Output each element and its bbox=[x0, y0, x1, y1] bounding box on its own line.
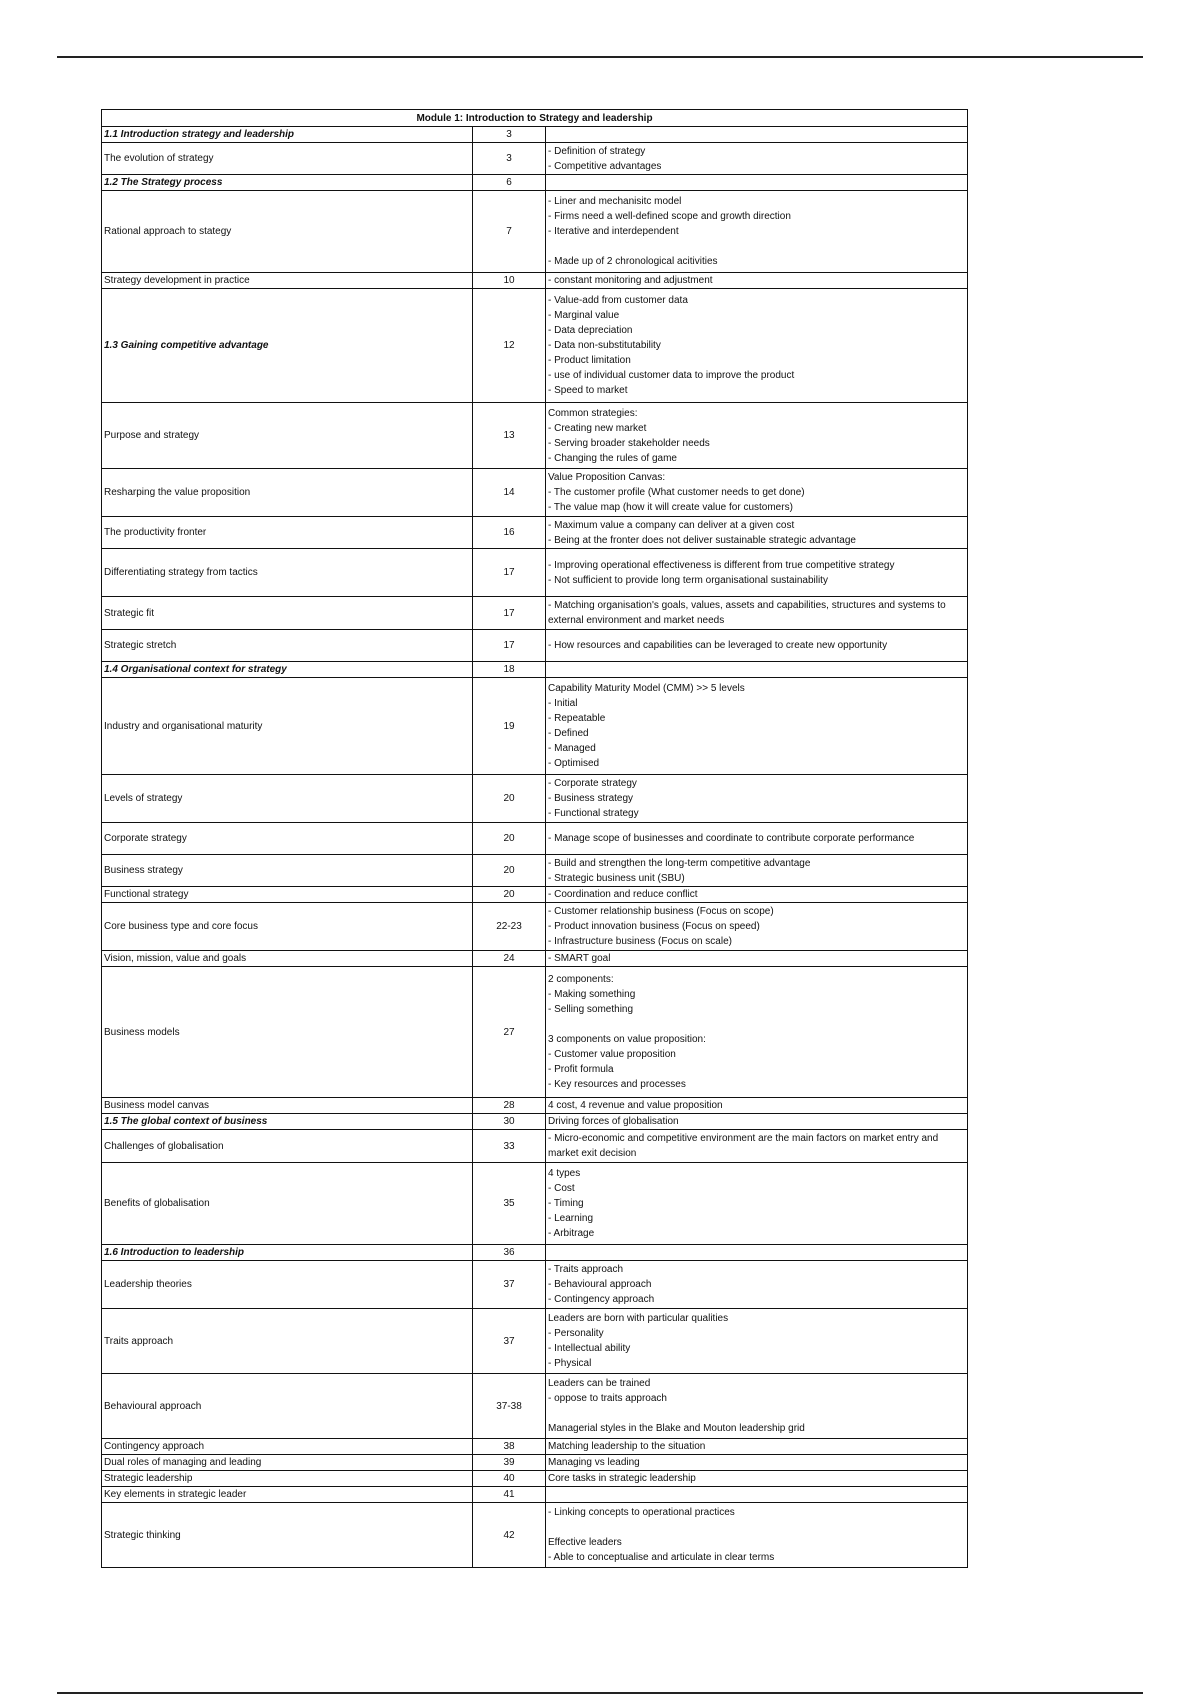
table-body bbox=[102, 127, 968, 1568]
page-number-cell: 27 bbox=[473, 967, 546, 1098]
topic-cell: 1.1 Introduction strategy and leadership bbox=[102, 127, 473, 143]
page-number-cell: 17 bbox=[473, 630, 546, 662]
page-number-cell: 33 bbox=[473, 1130, 546, 1163]
page-number-cell: 37 bbox=[473, 1309, 546, 1374]
topic-cell: The productivity fronter bbox=[102, 517, 473, 549]
page-number-cell: 20 bbox=[473, 887, 546, 903]
table-row bbox=[102, 403, 968, 469]
notes-cell: - Improving operational effectiveness is different from true competitive strategy - Not sufficient to provide long term organisational sustainability bbox=[546, 549, 968, 597]
notes-cell: 4 cost, 4 revenue and value proposition bbox=[546, 1098, 968, 1114]
notes-cell: - How resources and capabilities can be leveraged to create new opportunity bbox=[546, 630, 968, 662]
table-row bbox=[102, 517, 968, 549]
notes-cell: - constant monitoring and adjustment bbox=[546, 273, 968, 289]
notes-cell: - Corporate strategy - Business strategy - Functional strategy bbox=[546, 775, 968, 823]
notes-cell: - Coordination and reduce conflict bbox=[546, 887, 968, 903]
topic-cell: Purpose and strategy bbox=[102, 403, 473, 469]
topic-cell: Leadership theories bbox=[102, 1261, 473, 1309]
page-number-cell: 41 bbox=[473, 1487, 546, 1503]
page-number-cell: 13 bbox=[473, 403, 546, 469]
module-title: Module 1: Introduction to Strategy and leadership bbox=[102, 110, 968, 127]
table-row bbox=[102, 662, 968, 678]
topic-cell: The evolution of strategy bbox=[102, 143, 473, 175]
page-number-cell: 16 bbox=[473, 517, 546, 549]
notes-cell: 4 types - Cost - Timing - Learning - Arbitrage bbox=[546, 1163, 968, 1245]
top-rule bbox=[57, 56, 1143, 58]
table-row bbox=[102, 1114, 968, 1130]
topic-cell: Key elements in strategic leader bbox=[102, 1487, 473, 1503]
topic-cell: Behavioural approach bbox=[102, 1374, 473, 1439]
study-notes-table bbox=[101, 109, 968, 1568]
page-number-cell: 38 bbox=[473, 1439, 546, 1455]
notes-cell: - Definition of strategy - Competitive advantages bbox=[546, 143, 968, 175]
topic-cell: Business strategy bbox=[102, 855, 473, 887]
table-row bbox=[102, 273, 968, 289]
notes-cell: 2 components: - Making something - Selling something 3 components on value proposition: - Customer value proposition - Profit formula - Key resources and processes bbox=[546, 967, 968, 1098]
page-number-cell: 39 bbox=[473, 1455, 546, 1471]
table-row bbox=[102, 1309, 968, 1374]
page-number-cell: 10 bbox=[473, 273, 546, 289]
page-number-cell: 19 bbox=[473, 678, 546, 775]
table-row bbox=[102, 823, 968, 855]
topic-cell: Functional strategy bbox=[102, 887, 473, 903]
topic-cell: Strategic leadership bbox=[102, 1471, 473, 1487]
page-number-cell: 7 bbox=[473, 191, 546, 273]
topic-cell: Challenges of globalisation bbox=[102, 1130, 473, 1163]
topic-cell: Strategic stretch bbox=[102, 630, 473, 662]
page-number-cell: 20 bbox=[473, 823, 546, 855]
page-number-cell: 20 bbox=[473, 775, 546, 823]
page-number-cell: 24 bbox=[473, 951, 546, 967]
table-row bbox=[102, 1261, 968, 1309]
notes-cell: Leaders are born with particular qualities - Personality - Intellectual ability - Physical bbox=[546, 1309, 968, 1374]
topic-cell: Business models bbox=[102, 967, 473, 1098]
notes-cell: - Build and strengthen the long-term competitive advantage - Strategic business unit (SBU) bbox=[546, 855, 968, 887]
table-row bbox=[102, 127, 968, 143]
topic-cell: 1.3 Gaining competitive advantage bbox=[102, 289, 473, 403]
page-number-cell: 28 bbox=[473, 1098, 546, 1114]
table-row bbox=[102, 1471, 968, 1487]
page-number-cell: 20 bbox=[473, 855, 546, 887]
table-row bbox=[102, 1245, 968, 1261]
page-number-cell: 18 bbox=[473, 662, 546, 678]
page-number-cell: 17 bbox=[473, 597, 546, 630]
bottom-rule bbox=[57, 1692, 1143, 1694]
table-title-row bbox=[102, 110, 968, 127]
notes-cell bbox=[546, 1245, 968, 1261]
table-row bbox=[102, 469, 968, 517]
table-row bbox=[102, 1374, 968, 1439]
table-row bbox=[102, 630, 968, 662]
table-row bbox=[102, 1439, 968, 1455]
table-row bbox=[102, 143, 968, 175]
table-row bbox=[102, 1098, 968, 1114]
table-row bbox=[102, 597, 968, 630]
topic-cell: Contingency approach bbox=[102, 1439, 473, 1455]
notes-cell: Matching leadership to the situation bbox=[546, 1439, 968, 1455]
table-row bbox=[102, 887, 968, 903]
topic-cell: Vision, mission, value and goals bbox=[102, 951, 473, 967]
topic-cell: Benefits of globalisation bbox=[102, 1163, 473, 1245]
notes-cell: - Matching organisation's goals, values, assets and capabilities, structures and systems to external environment and market needs bbox=[546, 597, 968, 630]
topic-cell: Levels of strategy bbox=[102, 775, 473, 823]
table-row bbox=[102, 775, 968, 823]
page-number-cell: 12 bbox=[473, 289, 546, 403]
notes-cell: Driving forces of globalisation bbox=[546, 1114, 968, 1130]
page-number-cell: 35 bbox=[473, 1163, 546, 1245]
notes-cell: - SMART goal bbox=[546, 951, 968, 967]
notes-cell bbox=[546, 175, 968, 191]
table-row bbox=[102, 175, 968, 191]
topic-cell: 1.4 Organisational context for strategy bbox=[102, 662, 473, 678]
topic-cell: Corporate strategy bbox=[102, 823, 473, 855]
page-number-cell: 36 bbox=[473, 1245, 546, 1261]
notes-cell: Capability Maturity Model (CMM) >> 5 levels - Initial - Repeatable - Defined - Managed - Optimised bbox=[546, 678, 968, 775]
table-row bbox=[102, 1163, 968, 1245]
notes-cell: - Linking concepts to operational practices Effective leaders - Able to conceptualise and articulate in clear terms bbox=[546, 1503, 968, 1568]
table-row bbox=[102, 549, 968, 597]
page-number-cell: 37-38 bbox=[473, 1374, 546, 1439]
notes-cell: Managing vs leading bbox=[546, 1455, 968, 1471]
notes-cell: Common strategies: - Creating new market - Serving broader stakeholder needs - Changing the rules of game bbox=[546, 403, 968, 469]
notes-cell: - Micro-economic and competitive environment are the main factors on market entry and market exit decision bbox=[546, 1130, 968, 1163]
notes-cell: - Value-add from customer data - Marginal value - Data depreciation - Data non-substitutability - Product limitation - use of individual customer data to improve the product - Speed to market bbox=[546, 289, 968, 403]
notes-cell: - Customer relationship business (Focus on scope) - Product innovation business (Focus on speed) - Infrastructure business (Focus on scale) bbox=[546, 903, 968, 951]
table-row bbox=[102, 1503, 968, 1568]
table-row bbox=[102, 1487, 968, 1503]
page-number-cell: 37 bbox=[473, 1261, 546, 1309]
table-row bbox=[102, 903, 968, 951]
topic-cell: Dual roles of managing and leading bbox=[102, 1455, 473, 1471]
page-number-cell: 42 bbox=[473, 1503, 546, 1568]
page-number-cell: 30 bbox=[473, 1114, 546, 1130]
page-number-cell: 6 bbox=[473, 175, 546, 191]
topic-cell: 1.5 The global context of business bbox=[102, 1114, 473, 1130]
page-number-cell: 17 bbox=[473, 549, 546, 597]
topic-cell: 1.6 Introduction to leadership bbox=[102, 1245, 473, 1261]
page-number-cell: 22-23 bbox=[473, 903, 546, 951]
page-number-cell: 3 bbox=[473, 143, 546, 175]
topic-cell: Industry and organisational maturity bbox=[102, 678, 473, 775]
notes-cell: - Traits approach - Behavioural approach - Contingency approach bbox=[546, 1261, 968, 1309]
table-row bbox=[102, 855, 968, 887]
topic-cell: Core business type and core focus bbox=[102, 903, 473, 951]
notes-cell: Core tasks in strategic leadership bbox=[546, 1471, 968, 1487]
topic-cell: Strategy development in practice bbox=[102, 273, 473, 289]
page-number-cell: 14 bbox=[473, 469, 546, 517]
table-row bbox=[102, 1455, 968, 1471]
page-number-cell: 3 bbox=[473, 127, 546, 143]
topic-cell: 1.2 The Strategy process bbox=[102, 175, 473, 191]
notes-cell bbox=[546, 1487, 968, 1503]
topic-cell: Business model canvas bbox=[102, 1098, 473, 1114]
table-row bbox=[102, 951, 968, 967]
notes-cell: - Maximum value a company can deliver at a given cost - Being at the fronter does not deliver sustainable strategic advantage bbox=[546, 517, 968, 549]
topic-cell: Strategic fit bbox=[102, 597, 473, 630]
topic-cell: Differentiating strategy from tactics bbox=[102, 549, 473, 597]
topic-cell: Resharping the value proposition bbox=[102, 469, 473, 517]
notes-cell: Leaders can be trained - oppose to traits approach Managerial styles in the Blake and Mouton leadership grid bbox=[546, 1374, 968, 1439]
topic-cell: Rational approach to stategy bbox=[102, 191, 473, 273]
notes-cell: Value Proposition Canvas: - The customer profile (What customer needs to get done) - The value map (how it will create value for customers) bbox=[546, 469, 968, 517]
notes-cell: - Manage scope of businesses and coordinate to contribute corporate performance bbox=[546, 823, 968, 855]
table-row bbox=[102, 289, 968, 403]
notes-cell bbox=[546, 127, 968, 143]
page-number-cell: 40 bbox=[473, 1471, 546, 1487]
table-row bbox=[102, 1130, 968, 1163]
table-row bbox=[102, 191, 968, 273]
topic-cell: Traits approach bbox=[102, 1309, 473, 1374]
notes-cell bbox=[546, 662, 968, 678]
topic-cell: Strategic thinking bbox=[102, 1503, 473, 1568]
notes-cell: - Liner and mechanisitc model - Firms need a well-defined scope and growth direction - Iterative and interdependent - Made up of 2 chronological acitivities bbox=[546, 191, 968, 273]
table-row bbox=[102, 678, 968, 775]
table-row bbox=[102, 967, 968, 1098]
